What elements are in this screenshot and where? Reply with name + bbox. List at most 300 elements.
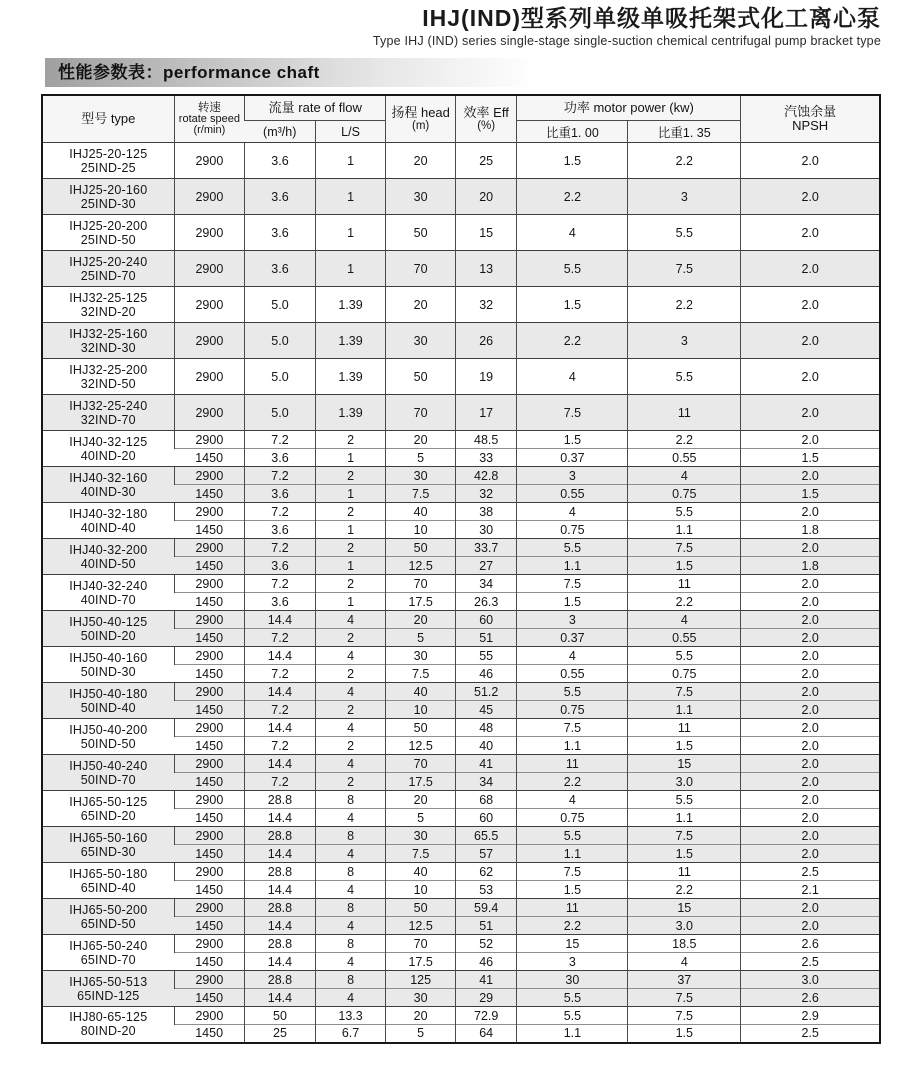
value-cell: 25 — [455, 143, 517, 179]
col-header-flow-m3h: (m³/h) — [245, 121, 316, 143]
value-cell: 50 — [386, 539, 456, 557]
value-cell: 3 — [628, 179, 741, 215]
rpm-cell: 2900 — [174, 287, 245, 323]
model-cell: IHJ65-50-200 65IND-50 — [42, 899, 174, 935]
value-cell: 2.0 — [741, 251, 880, 287]
value-cell: 3.0 — [628, 917, 741, 935]
value-cell: 7.5 — [628, 251, 741, 287]
value-cell: 2.0 — [741, 629, 880, 647]
value-cell: 48.5 — [455, 431, 517, 449]
value-cell: 7.2 — [245, 503, 316, 521]
value-cell: 14.4 — [245, 917, 316, 935]
value-cell: 2 — [315, 431, 386, 449]
value-cell: 3.6 — [245, 251, 316, 287]
value-cell: 4 — [315, 611, 386, 629]
value-cell: 27 — [455, 557, 517, 575]
rpm-cell: 2900 — [174, 935, 245, 953]
value-cell: 11 — [628, 395, 741, 431]
col-header-flow-ls: L/S — [315, 121, 386, 143]
value-cell: 4 — [315, 953, 386, 971]
value-cell: 2.2 — [628, 593, 741, 611]
value-cell: 4 — [315, 917, 386, 935]
table-row — [42, 503, 880, 521]
value-cell: 3 — [517, 467, 628, 485]
value-cell: 2.6 — [741, 935, 880, 953]
table-row — [42, 323, 880, 359]
value-cell: 7.2 — [245, 773, 316, 791]
value-cell: 2.0 — [741, 773, 880, 791]
value-cell: 6.7 — [315, 1025, 386, 1043]
model-cell: IHJ50-40-125 50IND-20 — [42, 611, 174, 647]
value-cell: 30 — [386, 467, 456, 485]
table-row — [42, 791, 880, 809]
value-cell: 12.5 — [386, 917, 456, 935]
value-cell: 13 — [455, 251, 517, 287]
value-cell: 1.5 — [517, 593, 628, 611]
value-cell: 45 — [455, 701, 517, 719]
value-cell: 2.0 — [741, 467, 880, 485]
value-cell: 2.0 — [741, 917, 880, 935]
rpm-cell: 1450 — [174, 485, 245, 503]
value-cell: 2.0 — [741, 701, 880, 719]
col-header-type: 型号 type — [42, 95, 174, 143]
value-cell: 51 — [455, 917, 517, 935]
value-cell: 4 — [315, 719, 386, 737]
table-row — [42, 143, 880, 179]
title-block — [0, 4, 881, 49]
value-cell: 48 — [455, 719, 517, 737]
value-cell: 28.8 — [245, 899, 316, 917]
value-cell: 4 — [517, 359, 628, 395]
rpm-cell: 1450 — [174, 1025, 245, 1043]
value-cell: 2 — [315, 737, 386, 755]
value-cell: 3 — [517, 953, 628, 971]
value-cell: 30 — [386, 323, 456, 359]
value-cell: 20 — [386, 143, 456, 179]
table-row — [42, 935, 880, 953]
value-cell: 5.0 — [245, 395, 316, 431]
model-cell: IHJ40-32-125 40IND-20 — [42, 431, 174, 467]
value-cell: 10 — [386, 521, 456, 539]
value-cell: 0.75 — [628, 665, 741, 683]
col-header-head: 扬程 head (m) — [386, 95, 456, 143]
rpm-cell: 2900 — [174, 971, 245, 989]
value-cell: 7.5 — [628, 827, 741, 845]
model-cell: IHJ65-50-160 65IND-30 — [42, 827, 174, 863]
value-cell: 34 — [455, 773, 517, 791]
rpm-cell: 1450 — [174, 881, 245, 899]
rpm-cell: 2900 — [174, 323, 245, 359]
value-cell: 13.3 — [315, 1007, 386, 1025]
value-cell: 14.4 — [245, 953, 316, 971]
value-cell: 0.75 — [517, 521, 628, 539]
value-cell: 2 — [315, 539, 386, 557]
rpm-cell: 1450 — [174, 773, 245, 791]
value-cell: 3.6 — [245, 179, 316, 215]
model-cell: IHJ40-32-160 40IND-30 — [42, 467, 174, 503]
section-banner: 性能参数表：performance chaft — [45, 58, 625, 87]
value-cell: 15 — [517, 935, 628, 953]
value-cell: 7.2 — [245, 431, 316, 449]
value-cell: 2 — [315, 665, 386, 683]
value-cell: 1.8 — [741, 521, 880, 539]
value-cell: 5.5 — [517, 827, 628, 845]
value-cell: 18.5 — [628, 935, 741, 953]
value-cell: 1.39 — [315, 323, 386, 359]
value-cell: 4 — [517, 503, 628, 521]
page-subtitle: Type IHJ (IND) series single-stage single-suction chemical centrifugal pump bracket type — [372, 34, 881, 48]
rpm-cell: 1450 — [174, 449, 245, 467]
value-cell: 4 — [628, 953, 741, 971]
value-cell: 2.0 — [741, 827, 880, 845]
value-cell: 2.2 — [517, 179, 628, 215]
value-cell: 4 — [315, 755, 386, 773]
value-cell: 4 — [517, 215, 628, 251]
page-title: IHJ(IND)型系列单级单吸托架式化工离心泵 — [422, 5, 881, 31]
value-cell: 2.2 — [628, 287, 741, 323]
table-row — [42, 719, 880, 737]
value-cell: 28.8 — [245, 827, 316, 845]
value-cell: 11 — [517, 899, 628, 917]
value-cell: 0.75 — [517, 701, 628, 719]
value-cell: 2 — [315, 629, 386, 647]
value-cell: 37 — [628, 971, 741, 989]
model-cell: IHJ50-40-240 50IND-70 — [42, 755, 174, 791]
rpm-cell: 1450 — [174, 845, 245, 863]
table-row — [42, 683, 880, 701]
value-cell: 12.5 — [386, 737, 456, 755]
value-cell: 1 — [315, 251, 386, 287]
rpm-cell: 1450 — [174, 593, 245, 611]
value-cell: 2.9 — [741, 1007, 880, 1025]
model-cell: IHJ32-25-200 32IND-50 — [42, 359, 174, 395]
rpm-cell: 1450 — [174, 557, 245, 575]
rpm-cell: 1450 — [174, 989, 245, 1007]
value-cell: 32 — [455, 287, 517, 323]
value-cell: 7.5 — [386, 665, 456, 683]
value-cell: 2 — [315, 773, 386, 791]
value-cell: 52 — [455, 935, 517, 953]
value-cell: 1.39 — [315, 395, 386, 431]
value-cell: 5.5 — [517, 251, 628, 287]
value-cell: 40 — [386, 863, 456, 881]
value-cell: 2.2 — [628, 431, 741, 449]
value-cell: 11 — [628, 575, 741, 593]
value-cell: 65.5 — [455, 827, 517, 845]
value-cell: 4 — [628, 611, 741, 629]
value-cell: 2.0 — [741, 431, 880, 449]
value-cell: 5.5 — [628, 215, 741, 251]
value-cell: 2.0 — [741, 287, 880, 323]
value-cell: 5.5 — [517, 989, 628, 1007]
value-cell: 42.8 — [455, 467, 517, 485]
rpm-cell: 2900 — [174, 791, 245, 809]
value-cell: 1 — [315, 557, 386, 575]
value-cell: 19 — [455, 359, 517, 395]
rpm-cell: 2900 — [174, 251, 245, 287]
value-cell: 1.5 — [517, 143, 628, 179]
rpm-cell: 1450 — [174, 629, 245, 647]
value-cell: 2.0 — [741, 719, 880, 737]
value-cell: 8 — [315, 791, 386, 809]
model-cell: IHJ32-25-125 32IND-20 — [42, 287, 174, 323]
value-cell: 1.5 — [741, 449, 880, 467]
model-cell: IHJ80-65-125 80IND-20 — [42, 1007, 174, 1043]
value-cell: 2.0 — [741, 755, 880, 773]
rpm-cell: 1450 — [174, 953, 245, 971]
value-cell: 125 — [386, 971, 456, 989]
value-cell: 20 — [455, 179, 517, 215]
model-cell: IHJ40-32-240 40IND-70 — [42, 575, 174, 611]
value-cell: 11 — [628, 719, 741, 737]
value-cell: 5 — [386, 1025, 456, 1043]
value-cell: 4 — [517, 647, 628, 665]
rpm-cell: 2900 — [174, 395, 245, 431]
value-cell: 5.5 — [628, 359, 741, 395]
value-cell: 14.4 — [245, 719, 316, 737]
value-cell: 3.0 — [628, 773, 741, 791]
table-row — [42, 215, 880, 251]
col-header-eff: 效率 Eff (%) — [455, 95, 517, 143]
value-cell: 20 — [386, 1007, 456, 1025]
value-cell: 7.2 — [245, 467, 316, 485]
table-row — [42, 971, 880, 989]
value-cell: 1.1 — [517, 845, 628, 863]
value-cell: 1.5 — [628, 557, 741, 575]
model-cell: IHJ32-25-160 32IND-30 — [42, 323, 174, 359]
rpm-cell: 1450 — [174, 701, 245, 719]
value-cell: 0.55 — [628, 629, 741, 647]
value-cell: 3.6 — [245, 521, 316, 539]
value-cell: 2.0 — [741, 359, 880, 395]
value-cell: 51 — [455, 629, 517, 647]
value-cell: 1.1 — [517, 1025, 628, 1043]
value-cell: 0.55 — [517, 485, 628, 503]
value-cell: 1.1 — [628, 521, 741, 539]
value-cell: 3 — [517, 611, 628, 629]
rpm-cell: 2900 — [174, 539, 245, 557]
value-cell: 1 — [315, 215, 386, 251]
model-cell: IHJ65-50-125 65IND-20 — [42, 791, 174, 827]
value-cell: 0.55 — [517, 665, 628, 683]
rpm-cell: 2900 — [174, 611, 245, 629]
value-cell: 17.5 — [386, 593, 456, 611]
value-cell: 4 — [315, 989, 386, 1007]
rpm-cell: 2900 — [174, 179, 245, 215]
value-cell: 2.2 — [517, 323, 628, 359]
value-cell: 70 — [386, 755, 456, 773]
value-cell: 7.2 — [245, 665, 316, 683]
value-cell: 5.5 — [628, 503, 741, 521]
table-row — [42, 1007, 880, 1025]
col-header-flow-group: 流量 rate of flow — [245, 95, 386, 121]
value-cell: 2.0 — [741, 143, 880, 179]
value-cell: 17.5 — [386, 953, 456, 971]
value-cell: 1.1 — [517, 557, 628, 575]
table-row — [42, 827, 880, 845]
rpm-cell: 1450 — [174, 737, 245, 755]
model-cell: IHJ32-25-240 32IND-70 — [42, 395, 174, 431]
value-cell: 15 — [455, 215, 517, 251]
value-cell: 1 — [315, 143, 386, 179]
value-cell: 2.2 — [628, 143, 741, 179]
value-cell: 7.2 — [245, 575, 316, 593]
value-cell: 5.0 — [245, 359, 316, 395]
value-cell: 8 — [315, 935, 386, 953]
value-cell: 1.5 — [628, 845, 741, 863]
value-cell: 1 — [315, 485, 386, 503]
value-cell: 2.0 — [741, 323, 880, 359]
value-cell: 20 — [386, 431, 456, 449]
table-row — [42, 179, 880, 215]
value-cell: 5.5 — [628, 791, 741, 809]
value-cell: 14.4 — [245, 611, 316, 629]
col-header-speed: 转速 rotate speed (r/min) — [174, 95, 245, 143]
value-cell: 38 — [455, 503, 517, 521]
rpm-cell: 2900 — [174, 359, 245, 395]
rpm-cell: 2900 — [174, 827, 245, 845]
value-cell: 50 — [386, 719, 456, 737]
model-cell: IHJ65-50-513 65IND-125 — [42, 971, 174, 1007]
value-cell: 1.5 — [517, 881, 628, 899]
value-cell: 5 — [386, 449, 456, 467]
model-cell: IHJ25-20-125 25IND-25 — [42, 143, 174, 179]
table-row — [42, 287, 880, 323]
value-cell: 14.4 — [245, 881, 316, 899]
value-cell: 40 — [386, 503, 456, 521]
value-cell: 34 — [455, 575, 517, 593]
value-cell: 11 — [628, 863, 741, 881]
value-cell: 2.0 — [741, 611, 880, 629]
value-cell: 41 — [455, 755, 517, 773]
value-cell: 51.2 — [455, 683, 517, 701]
value-cell: 7.5 — [386, 485, 456, 503]
rpm-cell: 1450 — [174, 809, 245, 827]
value-cell: 33 — [455, 449, 517, 467]
rpm-cell: 2900 — [174, 503, 245, 521]
value-cell: 2.0 — [741, 683, 880, 701]
value-cell: 2.1 — [741, 881, 880, 899]
value-cell: 7.2 — [245, 701, 316, 719]
value-cell: 2.0 — [741, 215, 880, 251]
value-cell: 7.5 — [628, 1007, 741, 1025]
value-cell: 5 — [386, 809, 456, 827]
value-cell: 46 — [455, 665, 517, 683]
value-cell: 1.1 — [517, 737, 628, 755]
table-row — [42, 899, 880, 917]
value-cell: 0.75 — [628, 485, 741, 503]
value-cell: 14.4 — [245, 683, 316, 701]
value-cell: 0.55 — [628, 449, 741, 467]
table-row — [42, 863, 880, 881]
value-cell: 2.6 — [741, 989, 880, 1007]
value-cell: 7.5 — [517, 719, 628, 737]
value-cell: 7.2 — [245, 737, 316, 755]
value-cell: 8 — [315, 827, 386, 845]
value-cell: 26 — [455, 323, 517, 359]
value-cell: 57 — [455, 845, 517, 863]
table-row — [42, 395, 880, 431]
value-cell: 10 — [386, 881, 456, 899]
value-cell: 30 — [455, 521, 517, 539]
value-cell: 2 — [315, 467, 386, 485]
value-cell: 5 — [386, 629, 456, 647]
value-cell: 59.4 — [455, 899, 517, 917]
value-cell: 3.6 — [245, 593, 316, 611]
rpm-cell: 2900 — [174, 143, 245, 179]
value-cell: 2 — [315, 575, 386, 593]
value-cell: 3.6 — [245, 485, 316, 503]
rpm-cell: 1450 — [174, 917, 245, 935]
model-cell: IHJ65-50-240 65IND-70 — [42, 935, 174, 971]
value-cell: 2.0 — [741, 395, 880, 431]
value-cell: 14.4 — [245, 647, 316, 665]
value-cell: 14.4 — [245, 809, 316, 827]
value-cell: 55 — [455, 647, 517, 665]
value-cell: 0.37 — [517, 449, 628, 467]
value-cell: 62 — [455, 863, 517, 881]
value-cell: 2.5 — [741, 953, 880, 971]
value-cell: 70 — [386, 935, 456, 953]
value-cell: 7.2 — [245, 539, 316, 557]
value-cell: 3 — [628, 323, 741, 359]
value-cell: 2.0 — [741, 899, 880, 917]
value-cell: 4 — [315, 881, 386, 899]
value-cell: 64 — [455, 1025, 517, 1043]
value-cell: 28.8 — [245, 791, 316, 809]
value-cell: 2.0 — [741, 575, 880, 593]
table-row — [42, 251, 880, 287]
model-cell: IHJ40-32-180 40IND-40 — [42, 503, 174, 539]
value-cell: 7.5 — [517, 395, 628, 431]
value-cell: 1.39 — [315, 359, 386, 395]
value-cell: 2 — [315, 701, 386, 719]
value-cell: 68 — [455, 791, 517, 809]
value-cell: 5.0 — [245, 287, 316, 323]
rpm-cell: 2900 — [174, 863, 245, 881]
value-cell: 1.1 — [628, 701, 741, 719]
rpm-cell: 1450 — [174, 665, 245, 683]
value-cell: 1.5 — [628, 737, 741, 755]
value-cell: 10 — [386, 701, 456, 719]
value-cell: 50 — [386, 899, 456, 917]
value-cell: 12.5 — [386, 557, 456, 575]
value-cell: 70 — [386, 251, 456, 287]
value-cell: 3.6 — [245, 215, 316, 251]
value-cell: 0.37 — [517, 629, 628, 647]
col-header-power-group: 功率 motor power (kw) — [517, 95, 741, 121]
value-cell: 40 — [455, 737, 517, 755]
value-cell: 4 — [315, 683, 386, 701]
value-cell: 28.8 — [245, 971, 316, 989]
value-cell: 2.0 — [741, 845, 880, 863]
value-cell: 7.5 — [628, 539, 741, 557]
table-row — [42, 359, 880, 395]
rpm-cell: 2900 — [174, 575, 245, 593]
value-cell: 3.6 — [245, 557, 316, 575]
model-cell: IHJ25-20-240 25IND-70 — [42, 251, 174, 287]
value-cell: 1 — [315, 593, 386, 611]
value-cell: 7.5 — [628, 989, 741, 1007]
table-header — [42, 95, 880, 143]
rpm-cell: 2900 — [174, 1007, 245, 1025]
value-cell: 8 — [315, 971, 386, 989]
value-cell: 2.5 — [741, 1025, 880, 1043]
value-cell: 1 — [315, 179, 386, 215]
value-cell: 60 — [455, 809, 517, 827]
value-cell: 2.2 — [517, 773, 628, 791]
value-cell: 7.2 — [245, 629, 316, 647]
